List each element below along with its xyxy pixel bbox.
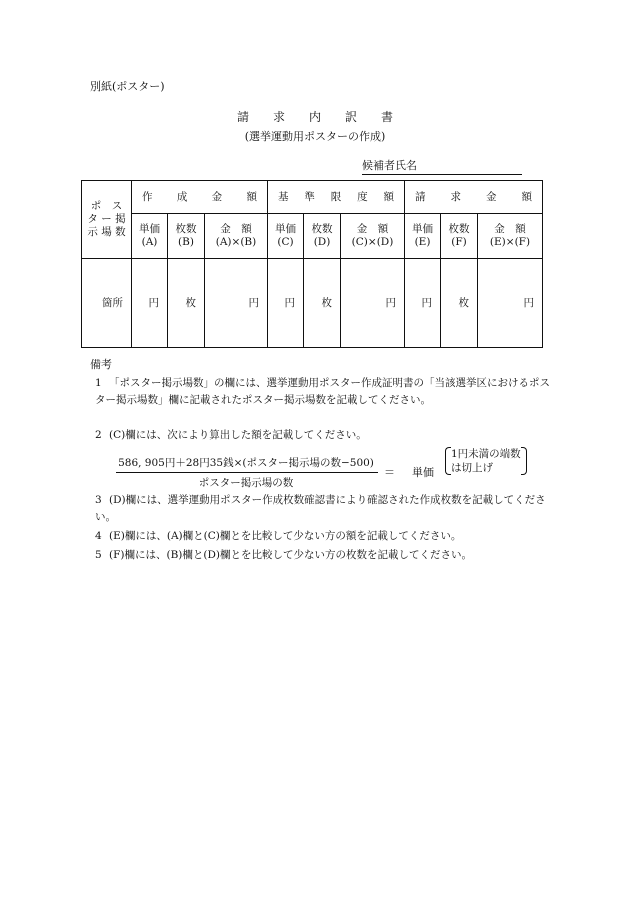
header-char: 金 xyxy=(486,190,497,203)
attachment-label: 別紙(ポスター) xyxy=(90,80,165,93)
count-f-cell[interactable]: 枚 xyxy=(441,259,478,348)
count-b-cell[interactable]: 枚 xyxy=(168,259,205,348)
unit-price-label: 単価 xyxy=(412,466,434,479)
candidate-name-label: 候補者氏名 xyxy=(362,159,417,172)
note-text: (C)欄には、次により算出した額を記載してください。 xyxy=(109,429,367,441)
document-subtitle: (選挙運動用ポスターの作成) xyxy=(244,130,386,143)
formula-numerator: 586, 905円＋28円35銭×(ポスター掲示場の数−500) xyxy=(118,457,374,469)
unit-price-formula xyxy=(112,447,532,489)
title-char: 訳 xyxy=(345,110,358,124)
candidate-name-field[interactable] xyxy=(362,157,522,175)
row-header-line: ポ ス xyxy=(90,200,123,212)
header-char: 額 xyxy=(246,190,257,203)
group-header-claim-amount xyxy=(405,181,543,214)
document-title xyxy=(0,108,630,125)
breakdown-table xyxy=(81,180,543,348)
note-text: (F)欄には、(B)欄と(D)欄とを比較して少ない方の枚数を記載してください。 xyxy=(109,549,472,561)
row-header-line: 示 場 数 xyxy=(87,226,126,238)
subheader-count-d: 枚数 (D) xyxy=(304,214,341,259)
amount-cd-cell[interactable]: 円 xyxy=(341,259,405,348)
note-text: (E)欄には、(A)欄と(C)欄とを比較して少ない方の額を記載してください。 xyxy=(109,530,462,542)
note-item xyxy=(95,427,550,444)
header-char: 度 xyxy=(357,190,368,203)
note-number: 4 xyxy=(95,530,102,542)
header-char: 求 xyxy=(450,190,461,203)
note-item xyxy=(95,528,550,545)
title-char: 内 xyxy=(308,110,321,124)
group-header-production-amount xyxy=(132,181,268,214)
subheader-count-b: 枚数 (B) xyxy=(168,214,205,259)
subheader-unit-price-c: 単価 (C) xyxy=(268,214,304,259)
header-char: 額 xyxy=(521,190,532,203)
equals-sign: ＝ xyxy=(384,466,395,479)
note-number: 5 xyxy=(95,549,102,561)
note-text: (D)欄には、選挙運動用ポスター作成枚数確認書により確認された作成枚数を記載してください。 xyxy=(95,494,546,523)
title-char: 請 xyxy=(236,110,249,124)
note-text: 「ポスター掲示場数」の欄には、選挙運動用ポスター作成証明書の「当該選挙区におけるポスター掲示場数」欄に記載されたポスター掲示場数を記載してください。 xyxy=(95,377,550,406)
subheader-unit-price-e: 単価 (E) xyxy=(405,214,441,259)
subheader-amount-ab: 金 額 (A)×(B) xyxy=(205,214,268,259)
formula-denominator: ポスター掲示場の数 xyxy=(198,477,294,489)
header-char: 成 xyxy=(176,190,188,203)
fraction-bar xyxy=(116,472,378,473)
subheader-amount-cd: 金 額 (C)×(D) xyxy=(341,214,405,259)
amount-ef-cell[interactable]: 円 xyxy=(478,259,543,348)
rounding-note: 1円未満の端数は切上げ xyxy=(445,447,527,475)
header-char: 額 xyxy=(383,190,394,203)
subheader-count-f: 枚数 (F) xyxy=(441,214,478,259)
header-char: 基 xyxy=(278,190,289,203)
unit-price-e-cell[interactable]: 円 xyxy=(405,259,441,348)
note-number: 1 xyxy=(95,377,102,389)
count-d-cell[interactable]: 枚 xyxy=(304,259,341,348)
amount-ab-cell[interactable]: 円 xyxy=(205,259,268,348)
group-header-standard-limit xyxy=(268,181,405,214)
note-number: 2 xyxy=(95,429,102,441)
title-char: 書 xyxy=(381,110,394,124)
notes-heading: 備考 xyxy=(90,358,112,371)
poster-site-count-header xyxy=(82,181,132,259)
note-item xyxy=(95,492,550,526)
header-char: 金 xyxy=(211,190,223,203)
subheader-amount-ef: 金 額 (E)×(F) xyxy=(478,214,543,259)
note-number: 3 xyxy=(95,494,102,506)
header-char: 限 xyxy=(330,190,342,203)
header-char: 作 xyxy=(142,190,153,203)
unit-price-c-cell[interactable]: 円 xyxy=(268,259,304,348)
note-item xyxy=(95,547,550,564)
header-char: 請 xyxy=(415,190,426,203)
site-count-cell[interactable]: 箇所 xyxy=(82,259,132,348)
unit-price-a-cell[interactable]: 円 xyxy=(132,259,168,348)
note-item xyxy=(95,375,550,409)
header-char: 準 xyxy=(304,190,315,203)
title-char: 求 xyxy=(272,110,285,124)
subheader-unit-price-a: 単価 (A) xyxy=(132,214,168,259)
row-header-line: タ ー 掲 xyxy=(87,213,126,225)
